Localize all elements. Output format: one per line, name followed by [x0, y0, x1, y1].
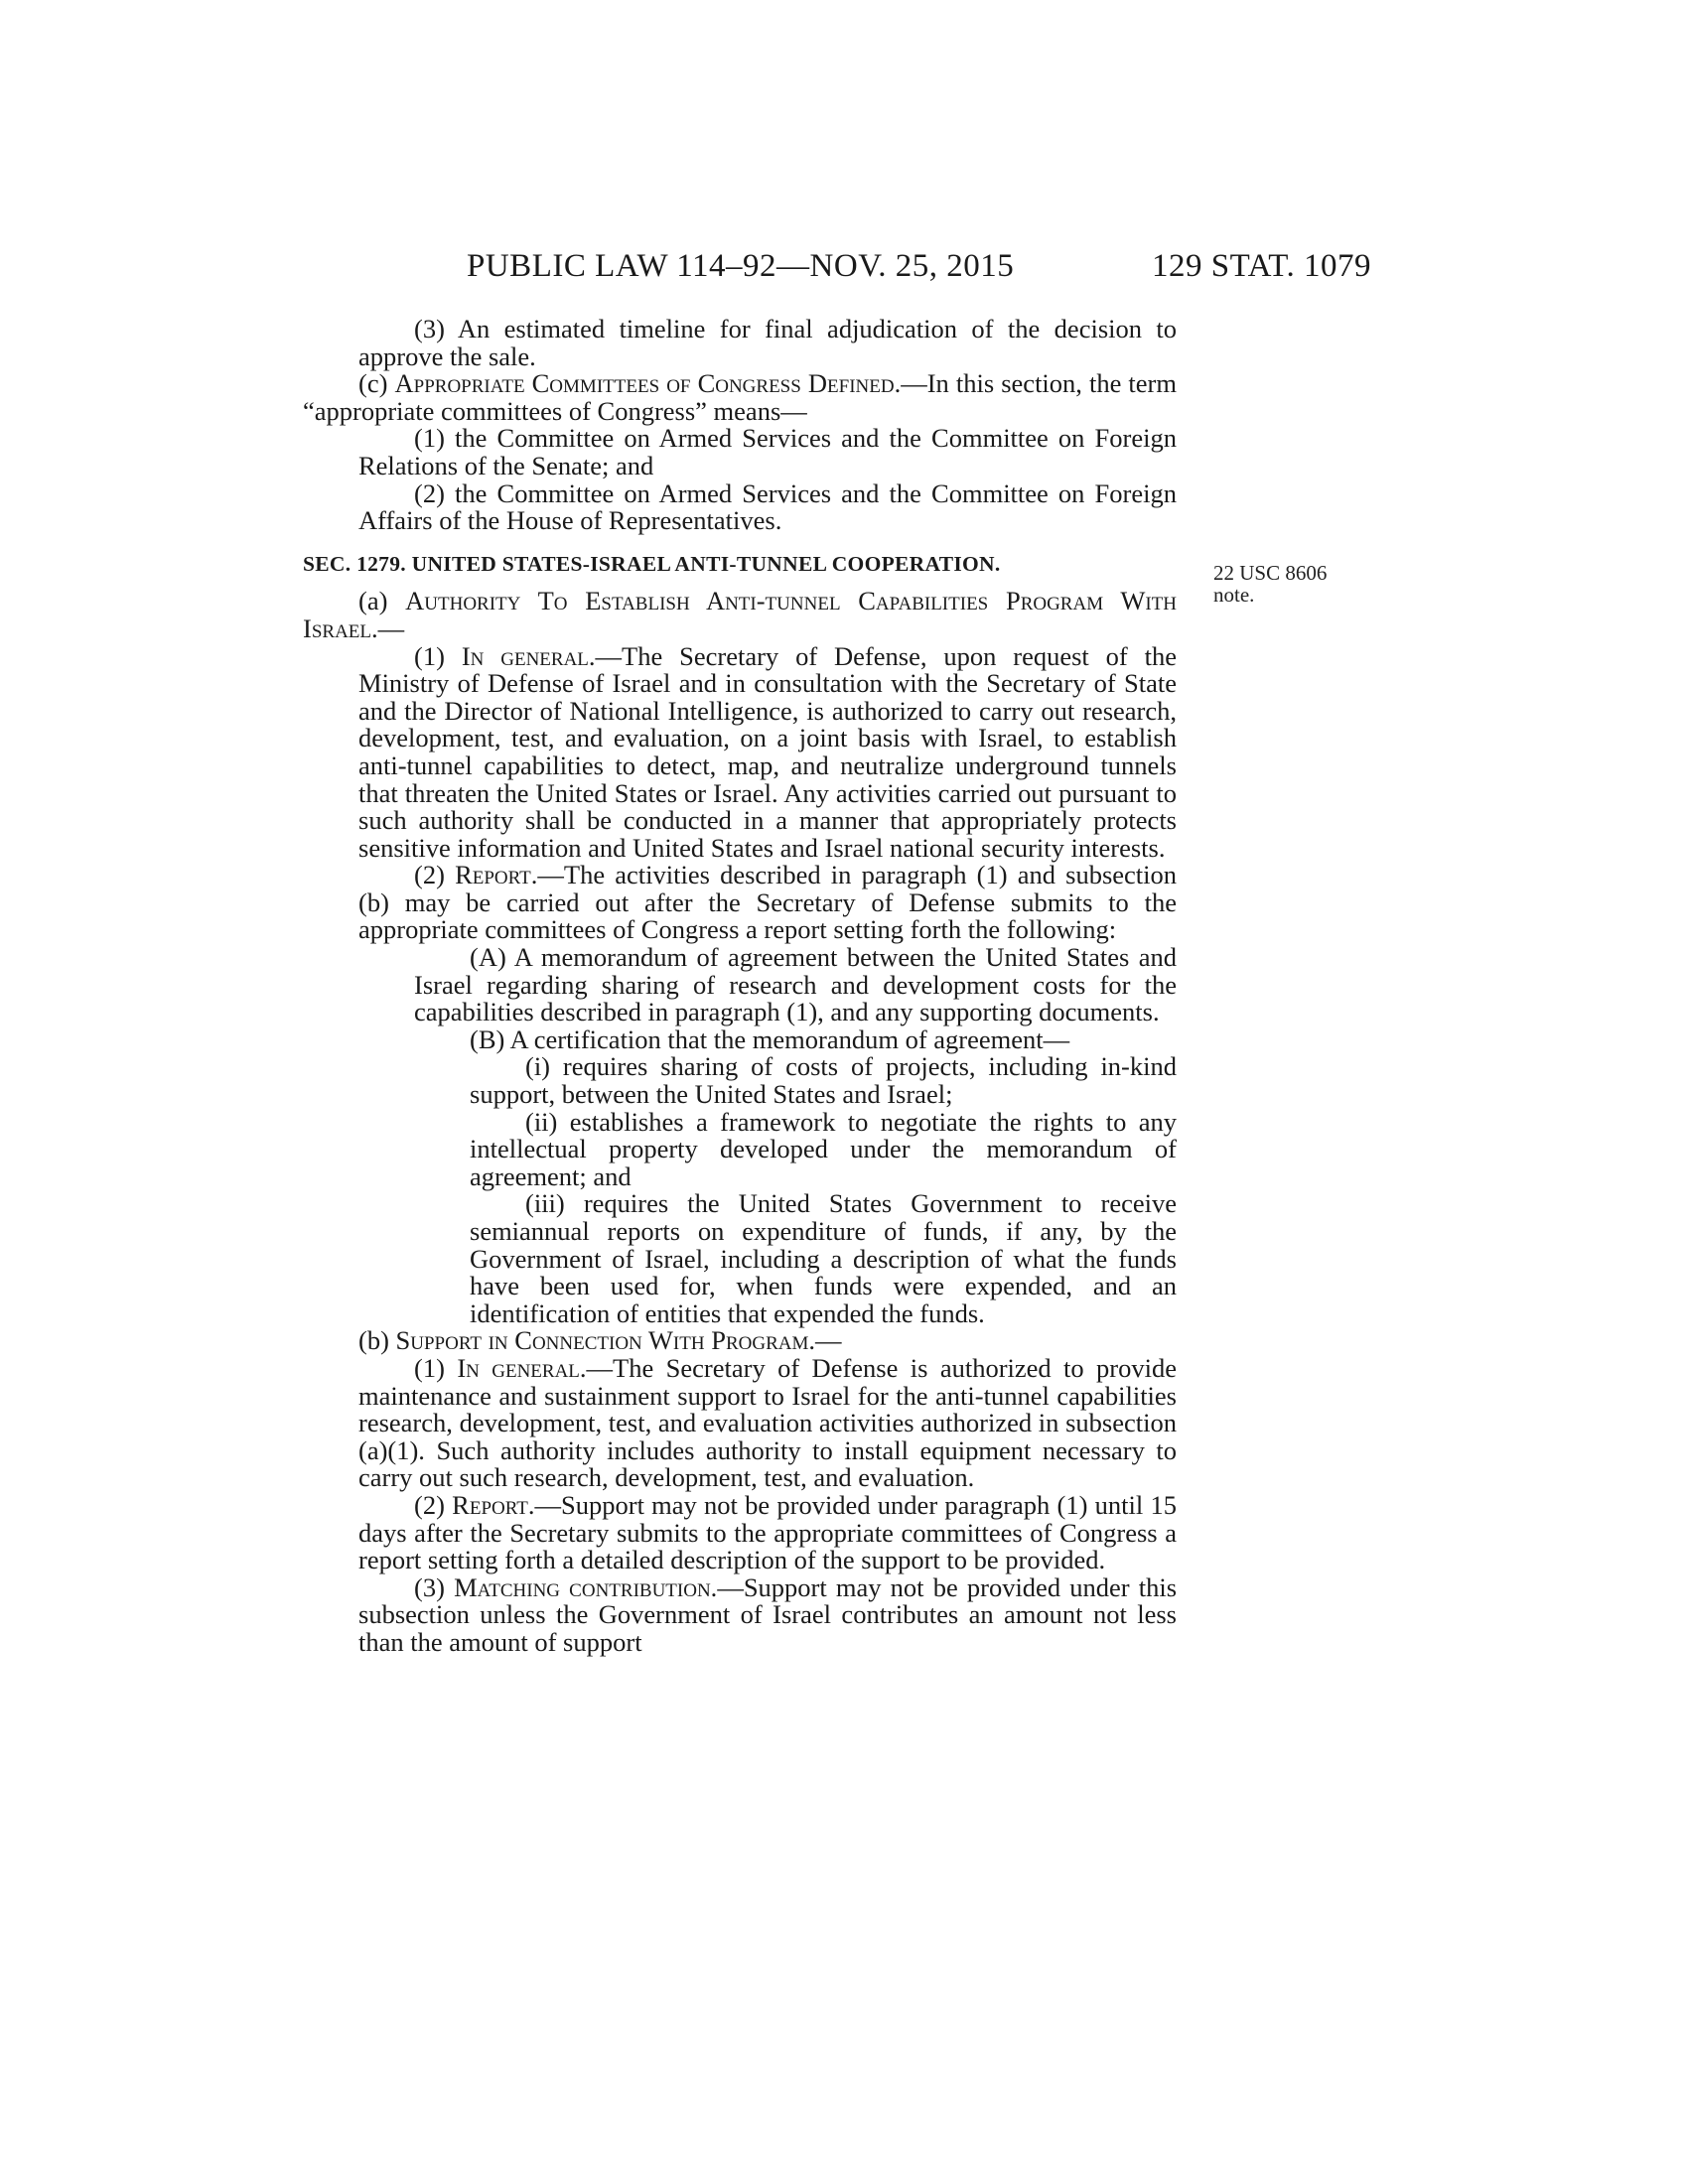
paragraph-b2-text: —Support may not be provided under paragraph (1) until 15 days after the Secretary submits to the appropriate committees of Congress a report setting forth a detailed description of the support to be provided.	[358, 1489, 1178, 1575]
subsection-c-number: (c)	[358, 368, 388, 399]
margin-note	[1213, 562, 1327, 606]
paragraph-b2-number: (2)	[414, 1489, 445, 1520]
paragraph-b3	[303, 1571, 1178, 1657]
paragraph-a1-heading: In general.	[461, 640, 596, 671]
paragraph-a2-text: —The activities described in paragraph (1) and subsection (b) may be carried out after the Secretary of Defense submits to the appropriate committees of Congress a report setting forth the following:	[358, 860, 1178, 945]
clause-iii: (iii) requires the United States Government to receive semiannual reports on expenditure of funds, if any, by the Government of Israel, including a description of what the funds have been used for, when funds were expended, and an identification of entities that expended the funds.	[470, 1188, 1177, 1328]
section-heading: SEC. 1279. UNITED STATES-ISRAEL ANTI-TUNNEL COOPERATION.	[303, 551, 1001, 576]
running-header	[0, 248, 1688, 288]
paragraph-a2	[303, 862, 1177, 944]
subsection-b	[303, 1327, 1177, 1355]
paragraph-c1: (1) the Committee on Armed Services and the Committee on Foreign Relations of the Senate; and	[358, 423, 1177, 480]
paragraph-a2-number: (2)	[414, 860, 445, 890]
subsection-b-heading: Support in Connection With Program.	[395, 1325, 815, 1356]
subsection-a	[303, 588, 1177, 642]
paragraph-b1-number: (1)	[414, 1352, 445, 1383]
page-number: 129 STAT. 1079	[1152, 248, 1372, 284]
subsection-b-text: —	[814, 1325, 842, 1356]
paragraph-a2-heading: Report.	[455, 860, 538, 890]
subparagraph-a2B: (B) A certification that the memorandum of agreement—	[470, 1024, 1070, 1054]
margin-note-line-2: note.	[1213, 583, 1255, 607]
paragraph-b3-number: (3)	[414, 1571, 445, 1602]
margin-note-line-1: 22 USC 8606	[1213, 561, 1328, 585]
clause-i: (i) requires sharing of costs of projects, including in-kind support, between the United States and Israel;	[470, 1051, 1177, 1110]
header-title: PUBLIC LAW 114–92—NOV. 25, 2015	[467, 248, 1015, 284]
paragraph-b1-heading: In general.	[457, 1352, 587, 1383]
paragraph-b2-heading: Report.	[452, 1489, 535, 1520]
subsection-c-text: —In this section, the term “appropriate committees of Congress” means—	[303, 368, 1177, 426]
paragraph-b3-prev: (3) An estimated timeline for final adjudication of the decision to approve the sale.	[358, 314, 1177, 371]
paragraph-b1-text: —The Secretary of Defense is authorized to provide maintenance and sustainment support to Israel for the anti-tunnel capabilities research, development, test, and evaluation activities authorized in subsection (a)(1). Such authority includes authority to install equipment necessary to carry out such research, development, test, and evaluation.	[358, 1352, 1178, 1493]
paragraph-a1-number: (1)	[414, 640, 445, 671]
paragraph-c2: (2) the Committee on Armed Services and the Committee on Foreign Affairs of the House of Representatives.	[358, 478, 1177, 536]
subsection-b-number: (b)	[358, 1325, 389, 1356]
subsection-c-heading: Appropriate Committees of Congress Defined.	[394, 368, 902, 399]
page-body	[303, 316, 1177, 1657]
paragraph-b3-text: —Support may not be provided under this subsection unless the Government of Israel contributes an amount not less than the amount of support	[358, 1571, 1178, 1657]
paragraph-b1	[303, 1352, 1178, 1493]
clause-ii: (ii) establishes a framework to negotiate the rights to any intellectual property developed under the memorandum of agreement; and	[470, 1106, 1177, 1191]
subsection-c	[303, 370, 1177, 425]
subsection-a-text: —	[377, 613, 405, 643]
paragraph-a1-text: —The Secretary of Defense, upon request of the Ministry of Defense of Israel and in consultation with the Secretary of State and the Director of National Intelligence, is authorized to carry out research, development, test, and evaluation, on a joint basis with Israel, to establish anti-tunnel capabilities to detect, map, and neutralize underground tunnels that threaten the United States or Israel. Any activities carried out pursuant to such authority shall be conducted in a manner that appropriately protects sensitive information and United States and Israel national security interests.	[358, 640, 1178, 863]
paragraph-b2	[303, 1489, 1178, 1575]
subsection-a-number: (a)	[358, 586, 388, 616]
paragraph-b3-heading: Matching contribution.	[454, 1571, 718, 1602]
subparagraph-a2A: (A) A memorandum of agreement between the United States and Israel regarding sharing of research and development costs for the capabilities described in paragraph (1), and any supporting documents.	[414, 942, 1177, 1027]
paragraph-a1	[303, 640, 1178, 863]
subsection-a-heading: Authority To Establish Anti-tunnel Capabilities Program With Israel.	[303, 586, 1178, 643]
